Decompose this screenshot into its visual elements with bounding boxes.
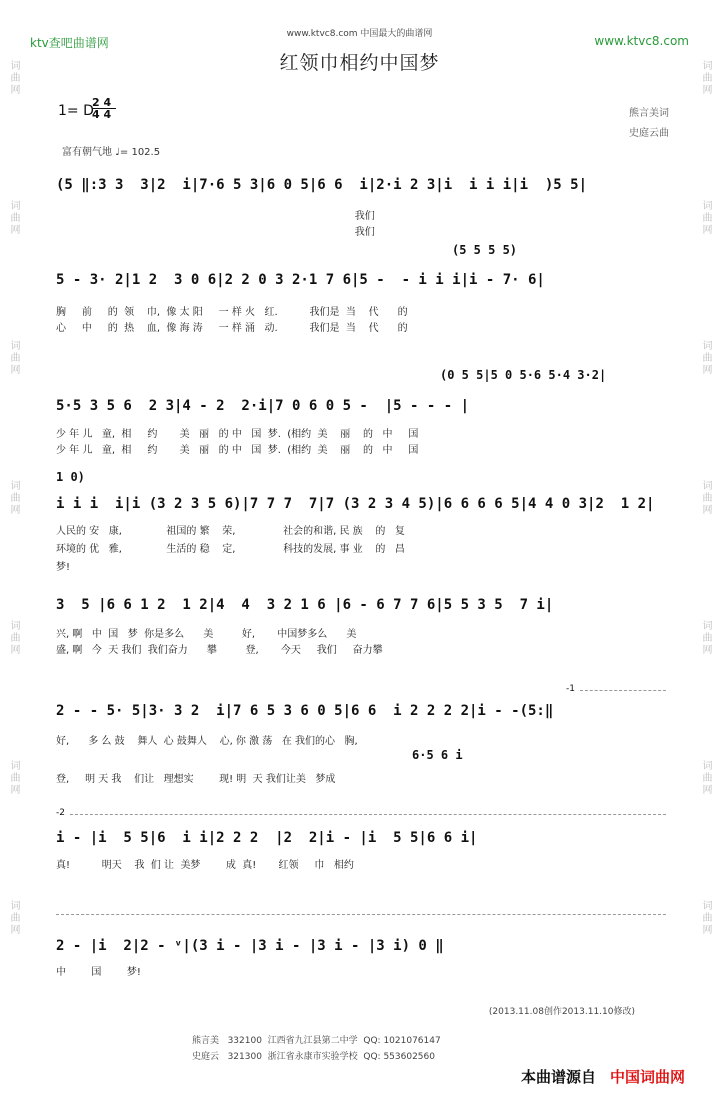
lyric-line-7a: 真! 明天 我 们 让 美梦 成 真! 红领 巾 相约 bbox=[56, 860, 354, 871]
lyricist: 熊言美词 bbox=[629, 108, 669, 119]
watermark-left-1: 词曲网 bbox=[8, 60, 19, 96]
score-line-7: i - |i 5 5|6 i i|2 2 2 |2 2|i - |i 5 5|6 6 i| bbox=[56, 830, 478, 846]
volta-2-bracket bbox=[70, 814, 666, 815]
score-line-3: 5·5 3 5 6 2 3|4 - 2 2·i|7 0 6 0 5 - |5 - - - | bbox=[56, 398, 470, 414]
score-line-1: (5 ‖:3 3 3|2 i|7·6 5 3|6 0 5|6 6 i|2·i 2 3|i i i i|i )5 5| bbox=[56, 177, 588, 193]
lyric-line-3b: 少 年 儿 童, 相 约 美 丽 的 中 国 梦. (相约 美 丽 的 中 国 bbox=[56, 445, 419, 456]
aux-notes-2: (5 5 5 5) bbox=[452, 243, 518, 257]
lyric-line-5b: 盛, 啊 今 天 我们 我们奋力 攀 登, 今天 我们 奋力攀 bbox=[56, 645, 383, 656]
aux-notes-4: 1 0) bbox=[56, 470, 85, 484]
watermark-left-3: 词曲网 bbox=[8, 340, 19, 376]
source-label: 本曲谱源自 bbox=[520, 1068, 596, 1086]
watermark-right-6: 词曲网 bbox=[700, 760, 711, 796]
source-credit bbox=[521, 1066, 685, 1087]
composer: 史庭云曲 bbox=[629, 128, 669, 139]
lyric-line-4b: 环境的 优 雅, 生活的 稳 定, 科技的发展, 事 业 的 昌 bbox=[56, 544, 405, 555]
site-link-left[interactable]: ktv查吧曲谱网 bbox=[30, 36, 109, 50]
watermark-right-3: 词曲网 bbox=[700, 340, 711, 376]
watermark-left-2: 词曲网 bbox=[8, 200, 19, 236]
score-line-8: 2 - |i 2|2 - ᵛ|(3 i - |3 i - |3 i - |3 i) 0 ‖ bbox=[56, 938, 444, 954]
watermark-left-4: 词曲网 bbox=[8, 480, 19, 516]
author-contact-2: 史庭云 321300 浙江省永康市实验学校 QQ: 553602560 bbox=[192, 1052, 435, 1062]
lyric-line-3a: 少 年 儿 童, 相 约 美 丽 的 中 国 梦. (相约 美 丽 的 中 国 bbox=[56, 429, 419, 440]
volta-1-label: -1 bbox=[566, 684, 575, 694]
lyric-line-4a: 人民的 安 康, 祖国的 繁 荣, 社会的和谐, 民 族 的 复 bbox=[56, 526, 405, 537]
aux-notes-3: (0 5 5|5 0 5·6 5·4 3·2| bbox=[440, 368, 607, 382]
author-contact-1: 熊言美 332100 江西省九江县第二中学 QQ: 1021076147 bbox=[192, 1036, 441, 1046]
score-line-2: 5 - 3· 2|1 2 3 0 6|2 2 0 3 2·1 7 6|5 - - i i i|i - 7· 6| bbox=[56, 272, 545, 288]
lyric-line-4c: 梦! bbox=[56, 562, 71, 573]
tempo-marking: 富有朝气地 ♩= 102.5 bbox=[62, 147, 161, 158]
watermark-right-7: 词曲网 bbox=[700, 900, 711, 936]
lyric-line-1a: 我们 bbox=[56, 211, 375, 222]
watermark-left-6: 词曲网 bbox=[8, 760, 19, 796]
section-divider bbox=[56, 914, 666, 915]
lyric-line-6a: 好, 多 么 鼓 舞人 心 鼓舞人 心, 你 激 荡 在 我们的心 胸, bbox=[56, 736, 358, 747]
score-line-6: 2 - - 5· 5|3· 3 2 i|7 6 5 3 6 0 5|6 6 i 2 2 2 2|i - -(5:‖ bbox=[56, 703, 554, 719]
watermark-right-5: 词曲网 bbox=[700, 620, 711, 656]
key-signature: 1= D bbox=[58, 103, 94, 119]
watermark-right-1: 词曲网 bbox=[700, 60, 711, 96]
lyric-line-8a: 中 国 梦! bbox=[56, 967, 141, 978]
lyric-line-6b: 登, 明 天 我 们让 理想实 现! 明 天 我们让美 梦成 bbox=[56, 774, 336, 785]
song-title: 红领巾相约中国梦 bbox=[279, 52, 440, 74]
watermark-right-4: 词曲网 bbox=[700, 480, 711, 516]
lyric-line-2b: 心 中 的 热 血, 像 海 涛 一 样 涌 动. 我们是 当 代 的 bbox=[56, 323, 408, 334]
score-line-5: 3 5 |6 6 1 2 1 2|4 4 3 2 1 6 |6 - 6 7 7 6|5 5 3 5 7 i| bbox=[56, 597, 554, 613]
watermark-right-2: 词曲网 bbox=[700, 200, 711, 236]
lyric-line-2a: 胸 前 的 领 巾, 像 太 阳 一 样 火 红. 我们是 当 代 的 bbox=[56, 307, 408, 318]
revision-date: (2013.11.08创作2013.11.10修改) bbox=[488, 1007, 635, 1017]
watermark-left-5: 词曲网 bbox=[8, 620, 19, 656]
source-site-link[interactable]: 中国词曲网 bbox=[609, 1068, 685, 1086]
lyric-line-5a: 兴, 啊 中 国 梦 你是多么 美 好, 中国梦多么 美 bbox=[56, 629, 357, 640]
volta-1-bracket bbox=[580, 690, 666, 691]
lyric-line-1b: 我们 bbox=[56, 227, 375, 238]
aux-notes-6: 6·5 6 i bbox=[412, 748, 463, 762]
site-banner: www.ktvc8.com 中国最大的曲谱网 bbox=[286, 29, 433, 39]
time-top: 2 4 bbox=[92, 97, 116, 109]
time-signature bbox=[92, 97, 116, 120]
volta-2-label: -2 bbox=[56, 808, 65, 818]
score-line-4: i i i i|i (3 2 3 5 6)|7 7 7 7|7 (3 2 3 4 5)|6 6 6 6 5|4 4 0 3|2 1 2| bbox=[56, 496, 655, 512]
site-link-right[interactable]: www.ktvc8.com bbox=[594, 34, 689, 48]
watermark-left-7: 词曲网 bbox=[8, 900, 19, 936]
time-bottom: 4 4 bbox=[92, 108, 112, 121]
